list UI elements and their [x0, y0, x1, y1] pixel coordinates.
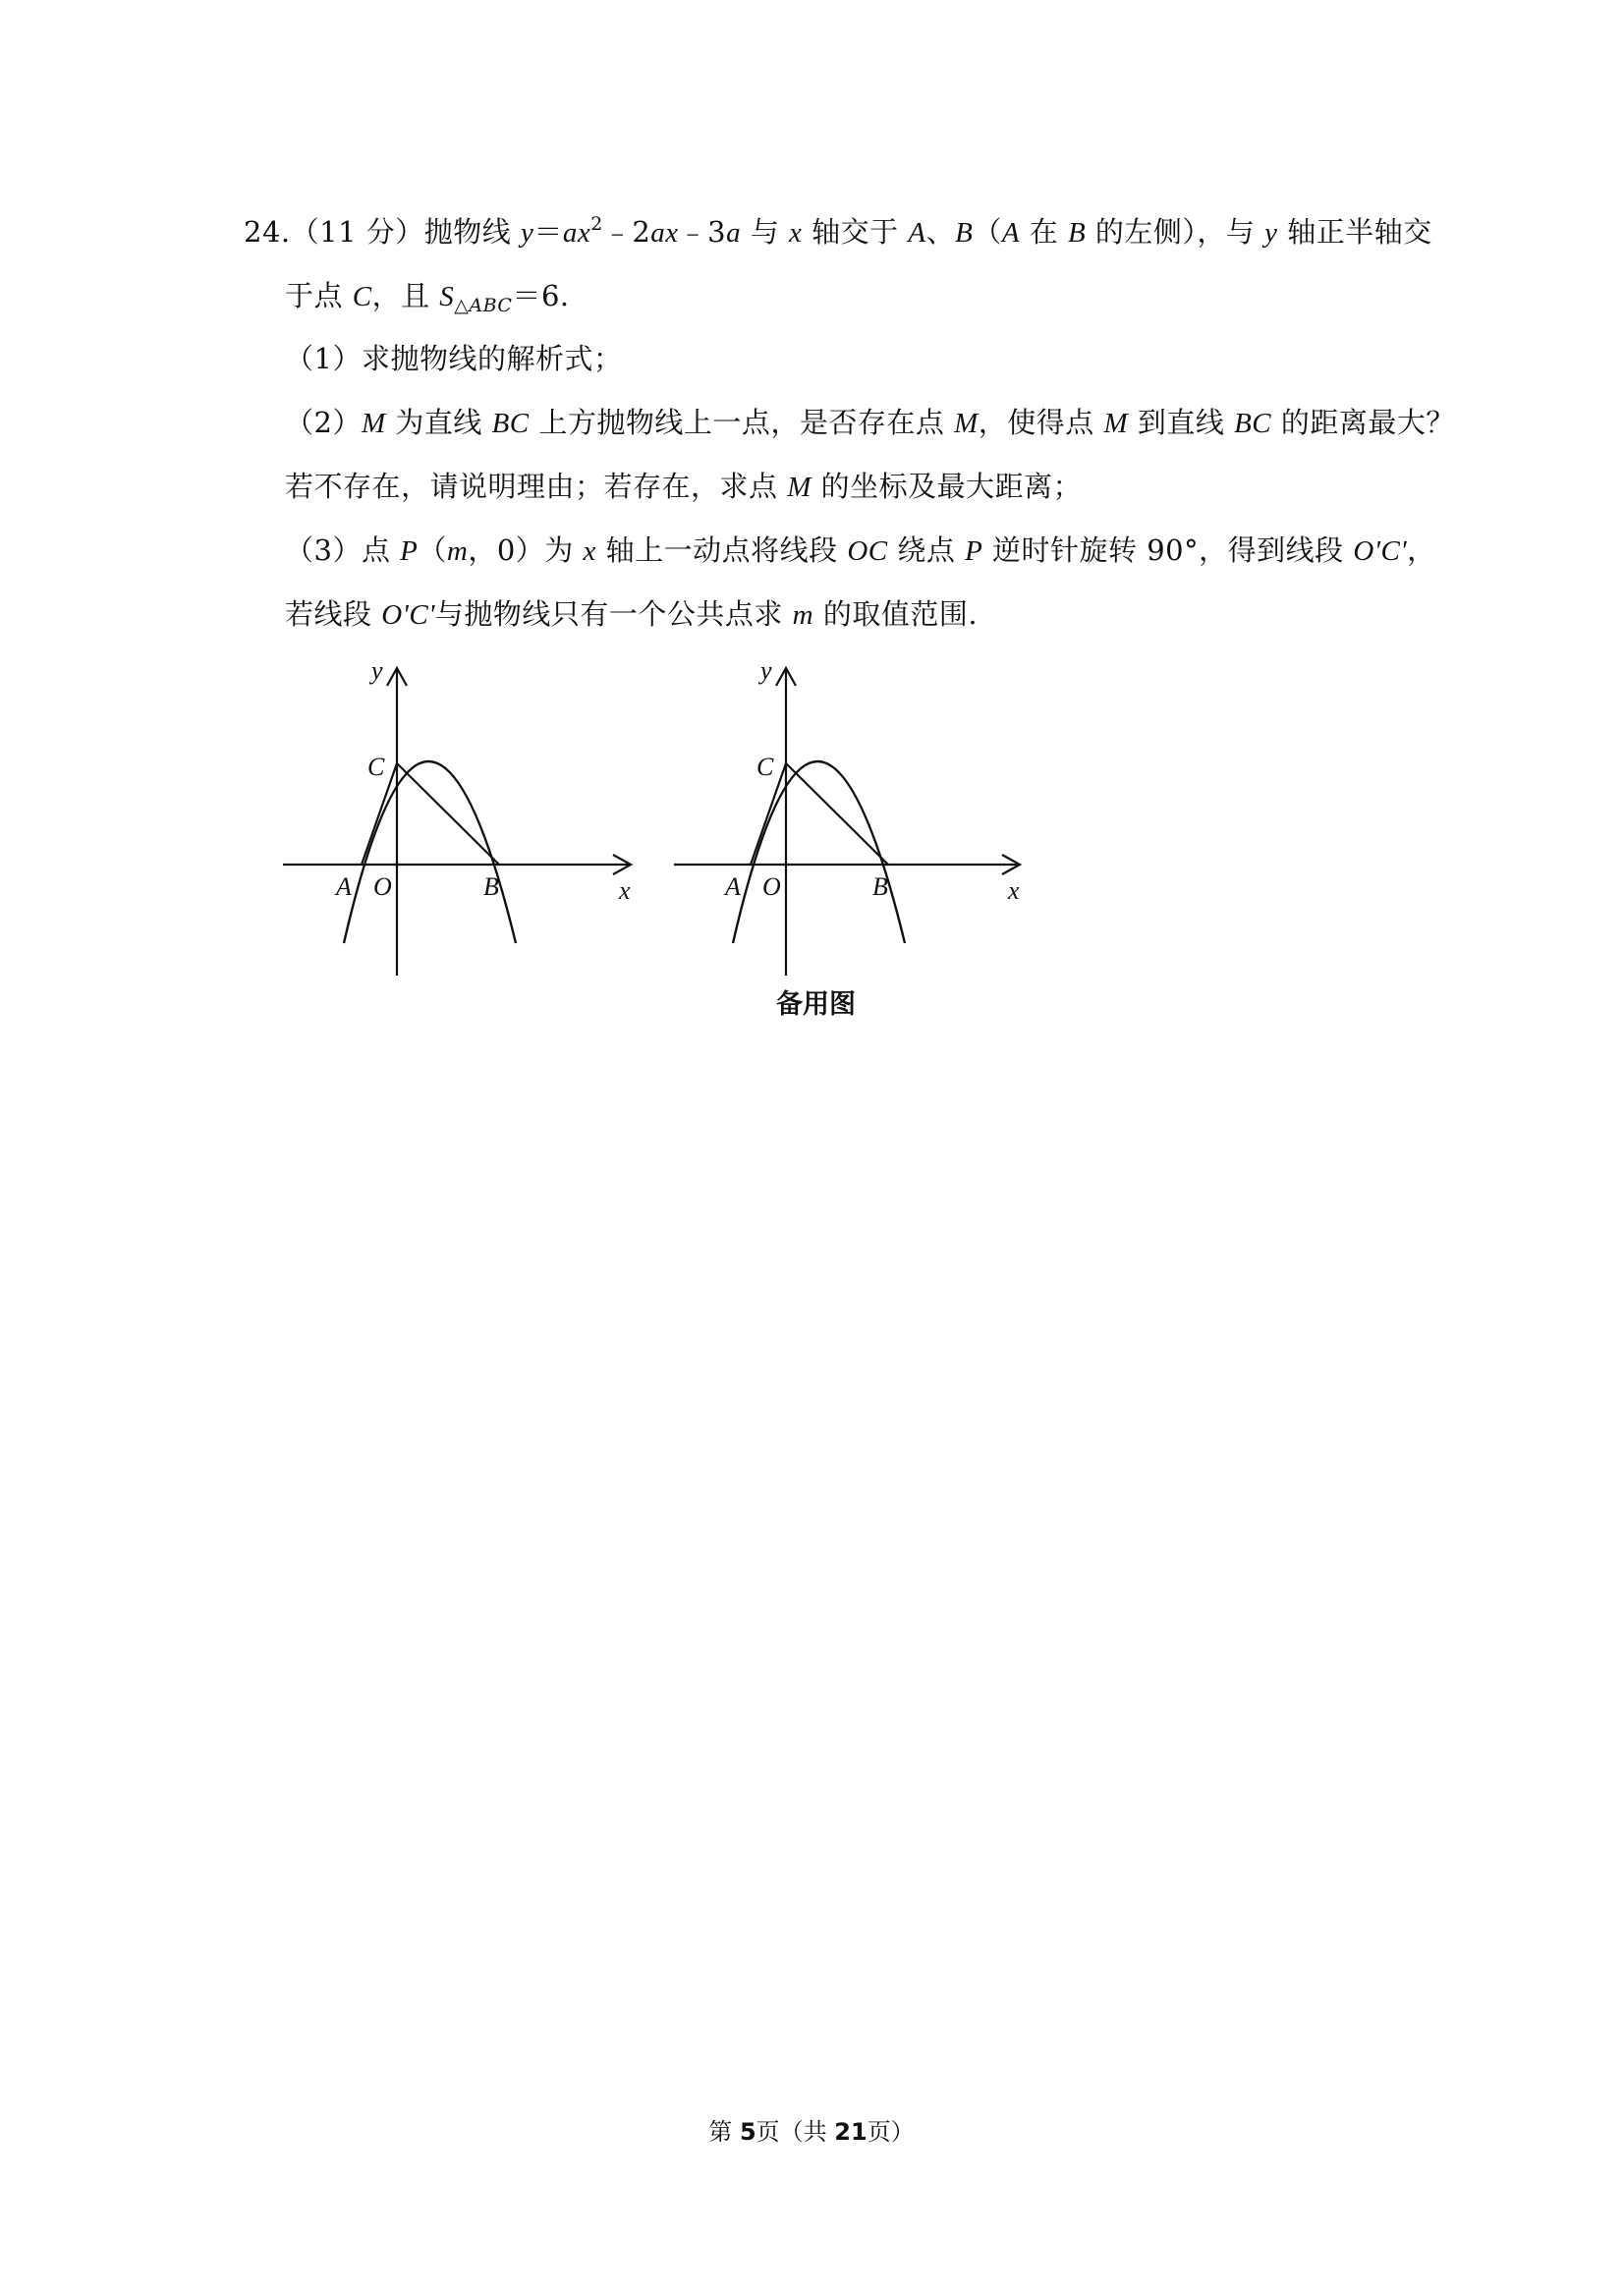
- point-B: B: [1067, 217, 1087, 249]
- text: ，: [1407, 533, 1436, 567]
- text: 的坐标及最大距离；: [811, 470, 1083, 503]
- text: 与抛物线只有一个公共点求: [434, 597, 793, 631]
- text: 的左侧），与: [1086, 215, 1265, 249]
- label-B: B: [872, 872, 888, 901]
- point-C: C: [352, 281, 372, 312]
- question-number: 24.: [244, 215, 291, 249]
- parabola-figure-1: [275, 653, 648, 987]
- text: 逆时针旋转 90°，得到线段: [982, 533, 1354, 567]
- label-C: C: [367, 753, 385, 781]
- var-ax: ax: [562, 217, 591, 249]
- label-y: y: [371, 656, 383, 685]
- point-P: P: [400, 535, 419, 567]
- text: ＝6.: [512, 279, 570, 312]
- part-2-line-1: [285, 403, 1455, 443]
- label-x: x: [619, 876, 631, 905]
- part-2-line-2: [285, 467, 1082, 507]
- label-A: A: [336, 872, 352, 901]
- var-m: m: [792, 599, 814, 631]
- var-S: S: [439, 281, 455, 312]
- text: （: [973, 215, 1002, 249]
- var-y: y: [1264, 217, 1278, 249]
- text: 与: [741, 215, 790, 249]
- var-x: x: [789, 217, 803, 249]
- text: ﹣3: [678, 215, 727, 249]
- text: 若线段: [285, 597, 382, 631]
- text: ，且: [371, 279, 440, 312]
- label-O: O: [373, 872, 392, 901]
- text: （2）: [285, 406, 362, 439]
- text: 于点: [285, 279, 353, 312]
- line-BC: BC: [1234, 408, 1272, 439]
- text: ，使得点: [978, 406, 1104, 439]
- subscript-triangle-ABC: △ABC: [454, 295, 513, 316]
- text: ＝: [533, 215, 563, 249]
- text: 轴正半轴交: [1277, 215, 1432, 249]
- page-footer: [0, 2112, 1623, 2147]
- text: ，0）为: [468, 533, 584, 567]
- exponent: 2: [590, 213, 603, 235]
- text: 页）: [867, 2118, 915, 2146]
- segment-OC: OC: [847, 535, 888, 567]
- point-M: M: [954, 408, 979, 439]
- text: （3）点: [285, 533, 401, 567]
- question-score: （11 分）: [290, 215, 424, 249]
- text: 页（共: [756, 2118, 835, 2146]
- text: （: [418, 533, 447, 567]
- label-A: A: [725, 872, 741, 901]
- label-B: B: [483, 872, 499, 901]
- text: 抛物线: [423, 215, 521, 249]
- point-B: B: [955, 217, 974, 249]
- var-y: y: [520, 217, 534, 249]
- line-BC: BC: [491, 408, 530, 439]
- parabola-curve: [733, 761, 905, 943]
- parabola-curve: [344, 761, 516, 943]
- text: ﹣2: [602, 215, 651, 249]
- segment-BC: [397, 763, 499, 865]
- figure-caption: 备用图: [776, 989, 856, 1020]
- var-a: a: [726, 217, 742, 249]
- text: 为直线: [385, 406, 492, 439]
- text: 上方抛物线上一点，是否存在点: [529, 406, 955, 439]
- part-1: （1）求抛物线的解析式；: [285, 342, 623, 375]
- text: 轴交于: [802, 215, 909, 249]
- label-y: y: [760, 656, 772, 685]
- segment-OC-prime: O'C': [381, 599, 435, 631]
- question-stem-line-1: [244, 212, 1432, 252]
- point-P: P: [965, 535, 983, 567]
- text: 若不存在，请说明理由；若存在，求点: [285, 470, 788, 503]
- var-m: m: [446, 535, 469, 567]
- var-x: x: [583, 535, 596, 567]
- point-A: A: [908, 217, 926, 249]
- segment-OC-prime: O'C': [1353, 535, 1408, 567]
- text: 轴上一动点将线段: [595, 533, 848, 567]
- point-M: M: [361, 408, 386, 439]
- text: 的距离最大？: [1271, 406, 1455, 439]
- var-ax: ax: [650, 217, 679, 249]
- part-3-line-2: [285, 594, 978, 635]
- point-A: A: [1001, 217, 1021, 249]
- text: 在: [1020, 215, 1068, 249]
- parabola-figure-2: [664, 653, 1037, 987]
- page-number: 5: [739, 2118, 756, 2146]
- point-M: M: [1103, 408, 1129, 439]
- label-x: x: [1008, 876, 1020, 905]
- part-3-line-1: [285, 531, 1436, 571]
- label-C: C: [756, 753, 774, 781]
- question-stem-line-2: [285, 276, 570, 316]
- text: 到直线: [1128, 406, 1235, 439]
- text: 第: [708, 2118, 740, 2146]
- label-O: O: [762, 872, 781, 901]
- text: 、: [925, 215, 956, 249]
- text: 的取值范围.: [813, 597, 979, 631]
- text: 绕点: [887, 533, 966, 567]
- point-M: M: [787, 472, 812, 503]
- segment-BC: [786, 763, 888, 865]
- page-total: 21: [834, 2118, 867, 2146]
